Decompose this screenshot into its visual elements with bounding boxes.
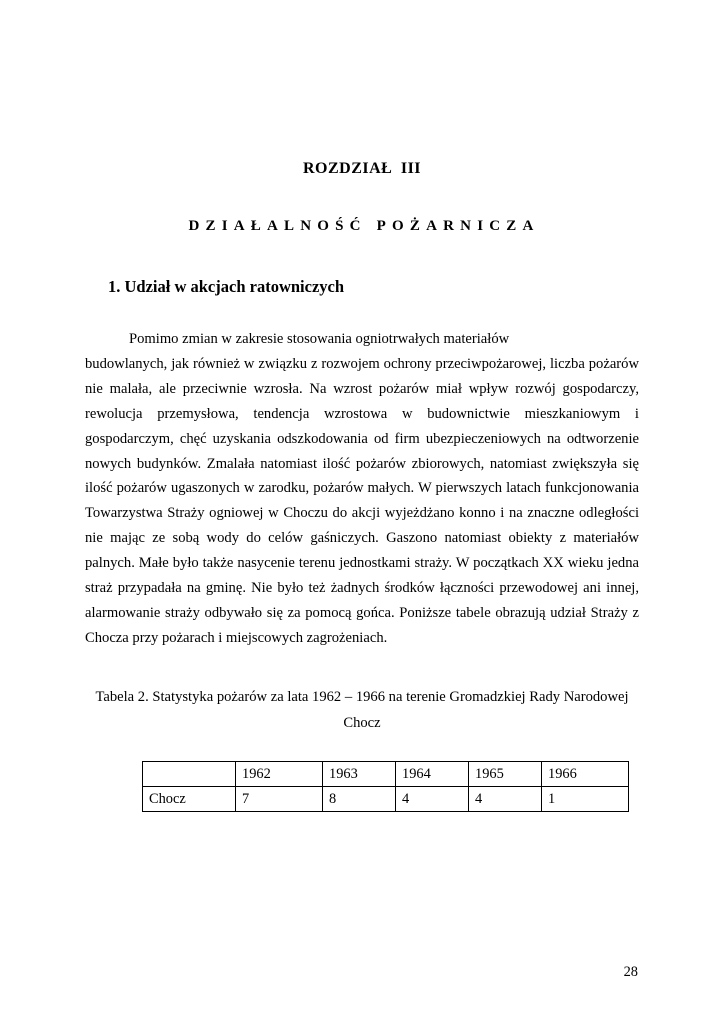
table-header-cell [143, 762, 236, 787]
fire-statistics-table [142, 761, 629, 812]
body-paragraph [85, 327, 639, 651]
table-cell: 7 [236, 787, 323, 812]
table-header-cell: 1966 [542, 762, 629, 787]
table-header-row [143, 762, 629, 787]
table-cell: 4 [396, 787, 469, 812]
table-caption [78, 684, 646, 736]
table-header-cell: 1963 [323, 762, 396, 787]
table-cell: 1 [542, 787, 629, 812]
paragraph-first-line: Pomimo zmian w zakresie stosowania ogniotrwałych materiałów [129, 331, 510, 347]
chapter-title: ROZDZIAŁ III [302, 160, 422, 177]
table-cell: 8 [323, 787, 396, 812]
table-cell: 4 [469, 787, 542, 812]
chapter-subtitle: DZIAŁALNOŚĆ POŻARNICZA [188, 218, 540, 234]
section-heading: 1. Udział w akcjach ratowniczych [108, 277, 345, 296]
table-header-cell: 1964 [396, 762, 469, 787]
page-number: 28 [623, 964, 638, 980]
table-header-cell: 1962 [236, 762, 323, 787]
table-caption-line-2: Chocz [343, 715, 381, 731]
table-cell: Chocz [143, 787, 236, 812]
table-caption-line-1: Tabela 2. Statystyka pożarów za lata 1962 – 1966 na terenie Gromadzkiej Rady Narodowej [95, 689, 629, 705]
paragraph-continuation: budowlanych, jak również w związku z rozwojem ochrony przeciwpożarowej, liczba pożarów nie malała, ale przeciwnie wzrosła. Na wzrost pożarów miał wpływ rozwój gospodarczy, rewolucja przemysłowa, tendencja wzrostowa w budownictwie mieszkaniowym i gospodarczym, chęć uzyskania odszkodowania od firm ubezpieczeniowych na odtworzenie nowych budynków. Zmalała natomiast ilość pożarów zbiorowych, natomiast zwiększyła się ilość pożarów ugaszonych w zarodku, pożarów małych. W pierwszych latach funkcjonowania Towarzystwa Straży ogniowej w Choczu do akcji wyjeżdżano konno i na znaczne odległości nie mając ze sobą wody do celów gaśniczych. Gaszono natomiast obiekty z materiałów palnych. Małe było także nasycenie terenu jednostkami straży. W początkach XX wieku jedna straż przypadała na gminę. Nie było też żadnych środków łączności przewodowej ani innej, alarmowanie straży odbywało się za pomocą gońca. Poniższe tabele obrazują udział Straży z Chocza przy pożarach i miejscowych zagrożeniach. [85, 355, 639, 646]
table-row [143, 787, 629, 812]
table-header-cell: 1965 [469, 762, 542, 787]
